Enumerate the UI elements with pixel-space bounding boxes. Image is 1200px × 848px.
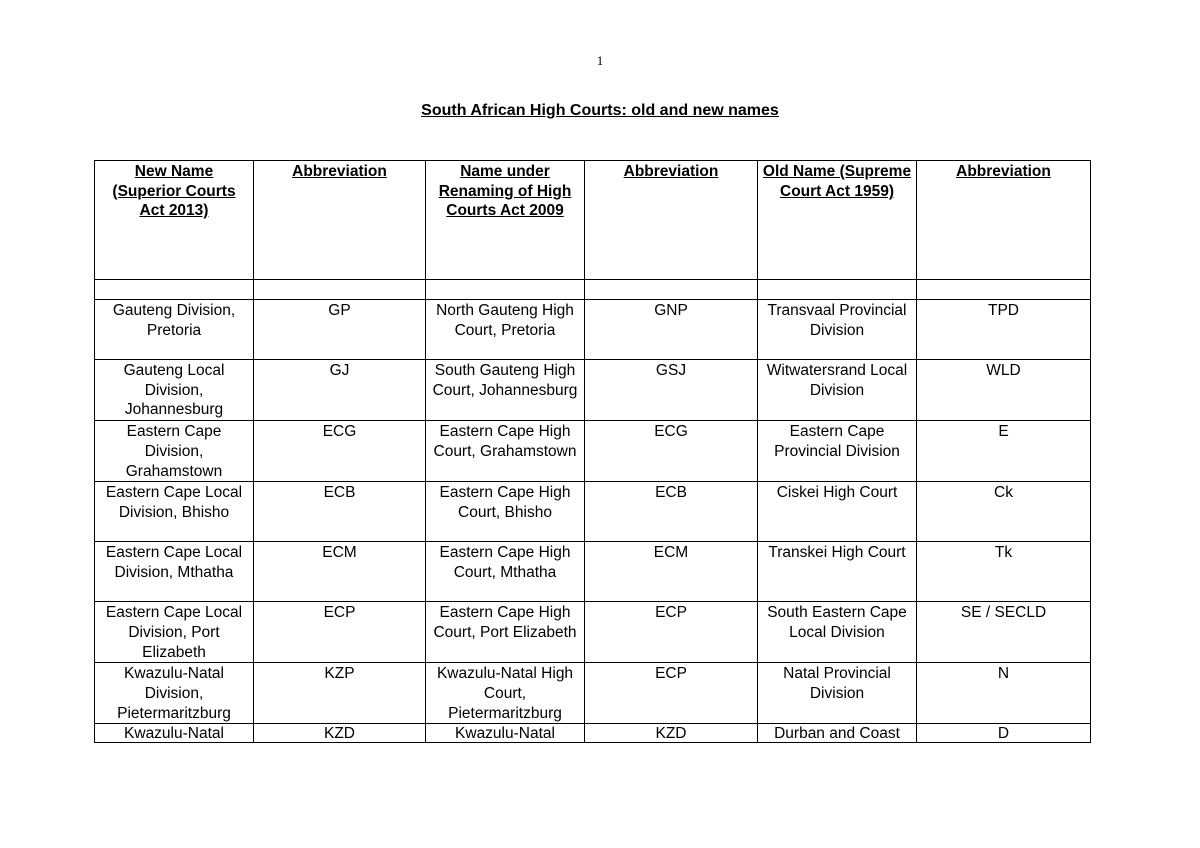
cell-old-name: South Eastern Cape Local Division — [758, 602, 917, 663]
cell-new-name: Eastern Cape Local Division, Port Elizabeth — [95, 602, 254, 663]
header-old-abbreviation: Abbreviation — [917, 161, 1091, 280]
empty-cell — [585, 280, 758, 300]
cell-new-abbreviation: ECG — [254, 421, 426, 482]
cell-new-name: Eastern Cape Local Division, Mthatha — [95, 542, 254, 602]
cell-old-name: Transvaal Provincial Division — [758, 300, 917, 360]
header-2009-name: Name under Renaming of High Courts Act 2009 — [426, 161, 585, 280]
table-row — [95, 602, 1091, 663]
cell-2009-name: Eastern Cape High Court, Bhisho — [426, 482, 585, 542]
document-title: South African High Courts: old and new names — [421, 102, 779, 119]
empty-cell — [917, 280, 1091, 300]
cell-old-name: Eastern Cape Provincial Division — [758, 421, 917, 482]
cell-new-abbreviation: KZD — [254, 724, 426, 743]
header-new-abbreviation: Abbreviation — [254, 161, 426, 280]
cell-new-name: Kwazulu-Natal — [95, 724, 254, 743]
cell-new-name: Gauteng Local Division, Johannesburg — [95, 360, 254, 421]
empty-cell — [95, 280, 254, 300]
header-new-name: New Name (Superior Courts Act 2013) — [95, 161, 254, 280]
cell-new-abbreviation: GP — [254, 300, 426, 360]
cell-new-abbreviation: ECM — [254, 542, 426, 602]
empty-row — [95, 280, 1091, 300]
cell-old-abbreviation: Tk — [917, 542, 1091, 602]
cell-new-abbreviation: ECP — [254, 602, 426, 663]
cell-2009-abbreviation: ECP — [585, 602, 758, 663]
cell-old-abbreviation: TPD — [917, 300, 1091, 360]
header-2009-abbreviation: Abbreviation — [585, 161, 758, 280]
table-row — [95, 482, 1091, 542]
cell-old-abbreviation: N — [917, 663, 1091, 724]
table-row — [95, 300, 1091, 360]
cell-2009-name: Kwazulu-Natal High Court, Pietermaritzburg — [426, 663, 585, 724]
cell-old-abbreviation: SE / SECLD — [917, 602, 1091, 663]
cell-2009-name: Kwazulu-Natal — [426, 724, 585, 743]
cell-new-abbreviation: GJ — [254, 360, 426, 421]
empty-cell — [758, 280, 917, 300]
table-row — [95, 360, 1091, 421]
cell-new-name: Gauteng Division, Pretoria — [95, 300, 254, 360]
table-row — [95, 421, 1091, 482]
cell-old-name: Transkei High Court — [758, 542, 917, 602]
cell-old-abbreviation: Ck — [917, 482, 1091, 542]
header-old-name: Old Name (Supreme Court Act 1959) — [758, 161, 917, 280]
cell-2009-abbreviation: GNP — [585, 300, 758, 360]
cell-old-abbreviation: WLD — [917, 360, 1091, 421]
cell-2009-abbreviation: ECG — [585, 421, 758, 482]
cell-new-name: Kwazulu-Natal Division, Pietermaritzburg — [95, 663, 254, 724]
cell-2009-name: North Gauteng High Court, Pretoria — [426, 300, 585, 360]
cell-2009-abbreviation: ECP — [585, 663, 758, 724]
cell-2009-abbreviation: KZD — [585, 724, 758, 743]
cell-old-name: Natal Provincial Division — [758, 663, 917, 724]
cell-2009-name: Eastern Cape High Court, Port Elizabeth — [426, 602, 585, 663]
cell-new-name: Eastern Cape Division, Grahamstown — [95, 421, 254, 482]
cell-2009-abbreviation: ECB — [585, 482, 758, 542]
courts-table — [94, 160, 1091, 743]
page-number: 1 — [596, 53, 604, 68]
cell-old-abbreviation: E — [917, 421, 1091, 482]
cell-2009-abbreviation: ECM — [585, 542, 758, 602]
empty-cell — [426, 280, 585, 300]
cell-new-abbreviation: KZP — [254, 663, 426, 724]
table-row — [95, 663, 1091, 724]
table-row — [95, 542, 1091, 602]
table-header-row — [95, 161, 1091, 280]
cell-new-abbreviation: ECB — [254, 482, 426, 542]
cell-old-name: Ciskei High Court — [758, 482, 917, 542]
cell-old-name: Witwatersrand Local Division — [758, 360, 917, 421]
cell-new-name: Eastern Cape Local Division, Bhisho — [95, 482, 254, 542]
cell-2009-name: Eastern Cape High Court, Grahamstown — [426, 421, 585, 482]
cell-2009-name: South Gauteng High Court, Johannesburg — [426, 360, 585, 421]
cell-2009-name: Eastern Cape High Court, Mthatha — [426, 542, 585, 602]
cell-old-name: Durban and Coast — [758, 724, 917, 743]
empty-cell — [254, 280, 426, 300]
table-row — [95, 724, 1091, 743]
cell-old-abbreviation: D — [917, 724, 1091, 743]
cell-2009-abbreviation: GSJ — [585, 360, 758, 421]
